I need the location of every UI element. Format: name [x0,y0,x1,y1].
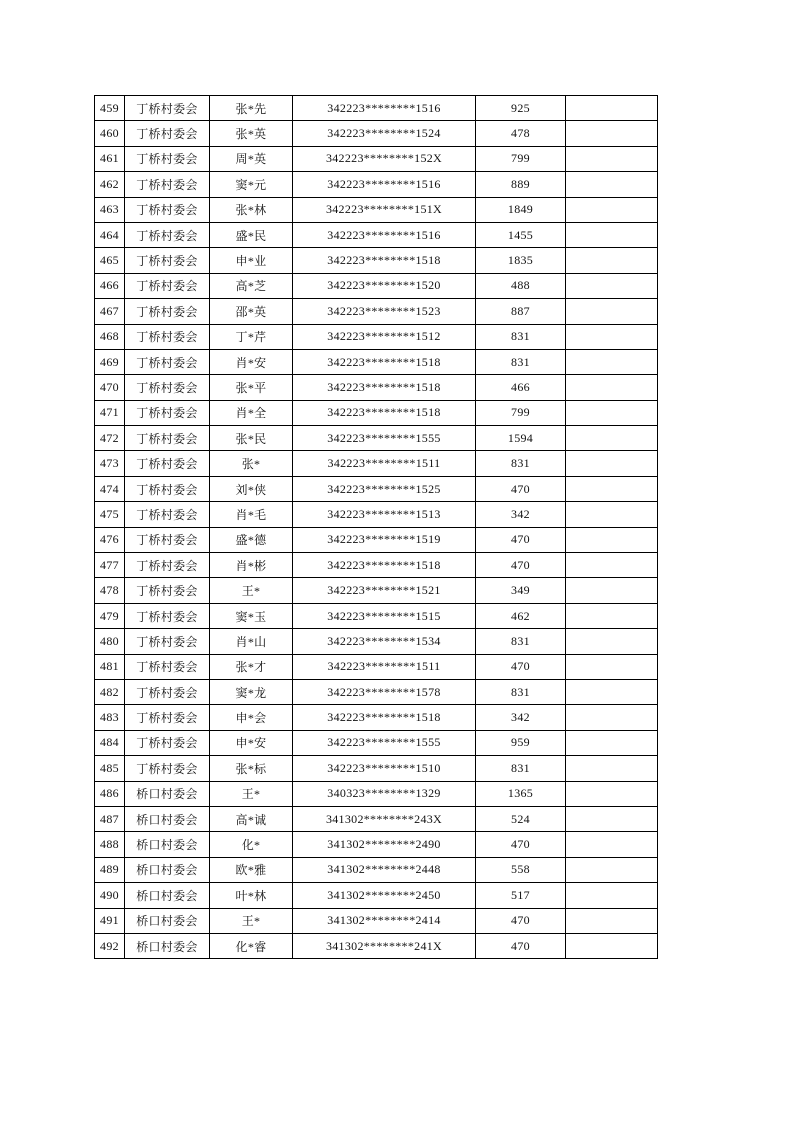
village-committee-cell: 丁桥村委会 [125,146,210,171]
row-index-cell: 471 [95,400,125,425]
amount-cell: 1455 [476,222,566,247]
row-index-cell: 460 [95,121,125,146]
amount-cell: 831 [476,629,566,654]
row-index-cell: 475 [95,502,125,527]
person-name-cell: 窦*元 [210,172,293,197]
id-number-cell: 341302********243X [293,806,476,831]
person-name-cell: 周*英 [210,146,293,171]
table-row [95,705,658,730]
person-name-cell: 刘*侠 [210,476,293,501]
village-committee-cell: 丁桥村委会 [125,679,210,704]
village-committee-cell: 丁桥村委会 [125,426,210,451]
amount-cell: 799 [476,400,566,425]
amount-cell: 524 [476,806,566,831]
village-committee-cell: 丁桥村委会 [125,121,210,146]
id-number-cell: 342223********1512 [293,324,476,349]
records-tbody [95,96,658,959]
remark-cell [566,553,658,578]
id-number-cell: 342223********1518 [293,553,476,578]
person-name-cell: 化*睿 [210,933,293,958]
table-row [95,146,658,171]
row-index-cell: 478 [95,578,125,603]
id-number-cell: 341302********241X [293,933,476,958]
person-name-cell: 欧*雅 [210,857,293,882]
amount-cell: 349 [476,578,566,603]
village-committee-cell: 桥口村委会 [125,908,210,933]
village-committee-cell: 丁桥村委会 [125,299,210,324]
id-number-cell: 341302********2414 [293,908,476,933]
person-name-cell: 申*安 [210,730,293,755]
id-number-cell: 342223********1555 [293,426,476,451]
table-row [95,121,658,146]
amount-cell: 925 [476,96,566,121]
remark-cell [566,375,658,400]
amount-cell: 1835 [476,248,566,273]
person-name-cell: 窦*龙 [210,679,293,704]
id-number-cell: 342223********1519 [293,527,476,552]
amount-cell: 342 [476,705,566,730]
id-number-cell: 342223********151X [293,197,476,222]
id-number-cell: 342223********1513 [293,502,476,527]
village-committee-cell: 丁桥村委会 [125,375,210,400]
id-number-cell: 342223********152X [293,146,476,171]
row-index-cell: 483 [95,705,125,730]
remark-cell [566,756,658,781]
village-committee-cell: 丁桥村委会 [125,273,210,298]
amount-cell: 470 [476,654,566,679]
id-number-cell: 342223********1525 [293,476,476,501]
id-number-cell: 342223********1518 [293,705,476,730]
beneficiary-table [94,95,658,959]
village-committee-cell: 丁桥村委会 [125,527,210,552]
village-committee-cell: 桥口村委会 [125,832,210,857]
amount-cell: 517 [476,883,566,908]
row-index-cell: 487 [95,806,125,831]
row-index-cell: 464 [95,222,125,247]
id-number-cell: 342223********1523 [293,299,476,324]
person-name-cell: 申*业 [210,248,293,273]
remark-cell [566,502,658,527]
amount-cell: 831 [476,679,566,704]
amount-cell: 831 [476,756,566,781]
remark-cell [566,299,658,324]
table-row [95,476,658,501]
person-name-cell: 张*标 [210,756,293,781]
village-committee-cell: 丁桥村委会 [125,629,210,654]
id-number-cell: 342223********1516 [293,96,476,121]
person-name-cell: 张*林 [210,197,293,222]
row-index-cell: 462 [95,172,125,197]
row-index-cell: 472 [95,426,125,451]
remark-cell [566,222,658,247]
row-index-cell: 468 [95,324,125,349]
remark-cell [566,121,658,146]
row-index-cell: 459 [95,96,125,121]
village-committee-cell: 桥口村委会 [125,857,210,882]
village-committee-cell: 丁桥村委会 [125,705,210,730]
remark-cell [566,400,658,425]
remark-cell [566,933,658,958]
remark-cell [566,629,658,654]
row-index-cell: 477 [95,553,125,578]
id-number-cell: 342223********1515 [293,603,476,628]
remark-cell [566,527,658,552]
amount-cell: 831 [476,451,566,476]
id-number-cell: 342223********1518 [293,400,476,425]
remark-cell [566,679,658,704]
table-row [95,553,658,578]
row-index-cell: 481 [95,654,125,679]
row-index-cell: 489 [95,857,125,882]
table-row [95,324,658,349]
remark-cell [566,857,658,882]
amount-cell: 1594 [476,426,566,451]
table-row [95,756,658,781]
amount-cell: 889 [476,172,566,197]
table-row [95,629,658,654]
amount-cell: 470 [476,933,566,958]
remark-cell [566,96,658,121]
person-name-cell: 王* [210,908,293,933]
village-committee-cell: 丁桥村委会 [125,451,210,476]
amount-cell: 799 [476,146,566,171]
row-index-cell: 466 [95,273,125,298]
person-name-cell: 窦*玉 [210,603,293,628]
row-index-cell: 473 [95,451,125,476]
row-index-cell: 485 [95,756,125,781]
row-index-cell: 479 [95,603,125,628]
table-row [95,883,658,908]
table-row [95,527,658,552]
row-index-cell: 469 [95,349,125,374]
row-index-cell: 482 [95,679,125,704]
id-number-cell: 342223********1524 [293,121,476,146]
person-name-cell: 肖*山 [210,629,293,654]
remark-cell [566,172,658,197]
amount-cell: 462 [476,603,566,628]
amount-cell: 466 [476,375,566,400]
remark-cell [566,603,658,628]
row-index-cell: 465 [95,248,125,273]
amount-cell: 488 [476,273,566,298]
remark-cell [566,197,658,222]
table-row [95,730,658,755]
table-row [95,273,658,298]
village-committee-cell: 桥口村委会 [125,781,210,806]
table-row [95,654,658,679]
table-row [95,426,658,451]
person-name-cell: 肖*安 [210,349,293,374]
remark-cell [566,426,658,451]
remark-cell [566,908,658,933]
amount-cell: 470 [476,476,566,501]
remark-cell [566,654,658,679]
id-number-cell: 340323********1329 [293,781,476,806]
table-row [95,172,658,197]
id-number-cell: 342223********1520 [293,273,476,298]
person-name-cell: 申*会 [210,705,293,730]
id-number-cell: 342223********1511 [293,451,476,476]
row-index-cell: 463 [95,197,125,222]
table-row [95,857,658,882]
table-row [95,679,658,704]
person-name-cell: 盛*民 [210,222,293,247]
remark-cell [566,324,658,349]
id-number-cell: 342223********1511 [293,654,476,679]
village-committee-cell: 桥口村委会 [125,883,210,908]
remark-cell [566,578,658,603]
person-name-cell: 丁*芹 [210,324,293,349]
row-index-cell: 476 [95,527,125,552]
village-committee-cell: 丁桥村委会 [125,197,210,222]
amount-cell: 470 [476,527,566,552]
table-row [95,806,658,831]
remark-cell [566,730,658,755]
remark-cell [566,883,658,908]
person-name-cell: 王* [210,578,293,603]
person-name-cell: 肖*毛 [210,502,293,527]
table-row [95,451,658,476]
amount-cell: 959 [476,730,566,755]
remark-cell [566,146,658,171]
row-index-cell: 486 [95,781,125,806]
amount-cell: 470 [476,553,566,578]
table-row [95,96,658,121]
remark-cell [566,705,658,730]
village-committee-cell: 丁桥村委会 [125,222,210,247]
village-committee-cell: 丁桥村委会 [125,96,210,121]
amount-cell: 887 [476,299,566,324]
id-number-cell: 341302********2448 [293,857,476,882]
remark-cell [566,349,658,374]
person-name-cell: 高*诚 [210,806,293,831]
table-row [95,400,658,425]
village-committee-cell: 桥口村委会 [125,933,210,958]
village-committee-cell: 丁桥村委会 [125,654,210,679]
person-name-cell: 肖*全 [210,400,293,425]
amount-cell: 558 [476,857,566,882]
amount-cell: 342 [476,502,566,527]
person-name-cell: 盛*德 [210,527,293,552]
village-committee-cell: 丁桥村委会 [125,603,210,628]
village-committee-cell: 丁桥村委会 [125,730,210,755]
person-name-cell: 邵*英 [210,299,293,324]
amount-cell: 1849 [476,197,566,222]
row-index-cell: 492 [95,933,125,958]
id-number-cell: 342223********1555 [293,730,476,755]
id-number-cell: 342223********1578 [293,679,476,704]
person-name-cell: 张*才 [210,654,293,679]
table-row [95,908,658,933]
village-committee-cell: 丁桥村委会 [125,324,210,349]
amount-cell: 470 [476,908,566,933]
village-committee-cell: 丁桥村委会 [125,349,210,374]
id-number-cell: 342223********1510 [293,756,476,781]
person-name-cell: 叶*林 [210,883,293,908]
table-row [95,832,658,857]
table-row [95,578,658,603]
village-committee-cell: 丁桥村委会 [125,578,210,603]
remark-cell [566,476,658,501]
village-committee-cell: 丁桥村委会 [125,476,210,501]
person-name-cell: 高*芝 [210,273,293,298]
remark-cell [566,832,658,857]
table-row [95,603,658,628]
row-index-cell: 488 [95,832,125,857]
amount-cell: 831 [476,324,566,349]
table-row [95,197,658,222]
remark-cell [566,451,658,476]
id-number-cell: 341302********2490 [293,832,476,857]
row-index-cell: 480 [95,629,125,654]
id-number-cell: 342223********1534 [293,629,476,654]
row-index-cell: 470 [95,375,125,400]
person-name-cell: 张* [210,451,293,476]
table-row [95,933,658,958]
row-index-cell: 484 [95,730,125,755]
table-row [95,375,658,400]
row-index-cell: 474 [95,476,125,501]
table-row [95,222,658,247]
table-row [95,299,658,324]
person-name-cell: 肖*彬 [210,553,293,578]
remark-cell [566,806,658,831]
table-row [95,248,658,273]
row-index-cell: 461 [95,146,125,171]
table-row [95,781,658,806]
person-name-cell: 化* [210,832,293,857]
id-number-cell: 342223********1518 [293,349,476,374]
remark-cell [566,273,658,298]
person-name-cell: 张*民 [210,426,293,451]
person-name-cell: 张*平 [210,375,293,400]
id-number-cell: 342223********1518 [293,375,476,400]
village-committee-cell: 丁桥村委会 [125,553,210,578]
row-index-cell: 491 [95,908,125,933]
person-name-cell: 张*英 [210,121,293,146]
person-name-cell: 张*先 [210,96,293,121]
id-number-cell: 341302********2450 [293,883,476,908]
village-committee-cell: 丁桥村委会 [125,400,210,425]
id-number-cell: 342223********1516 [293,222,476,247]
village-committee-cell: 丁桥村委会 [125,756,210,781]
remark-cell [566,248,658,273]
row-index-cell: 490 [95,883,125,908]
amount-cell: 831 [476,349,566,374]
remark-cell [566,781,658,806]
id-number-cell: 342223********1516 [293,172,476,197]
amount-cell: 1365 [476,781,566,806]
village-committee-cell: 丁桥村委会 [125,172,210,197]
village-committee-cell: 丁桥村委会 [125,502,210,527]
person-name-cell: 王* [210,781,293,806]
village-committee-cell: 丁桥村委会 [125,248,210,273]
table-row [95,502,658,527]
table-row [95,349,658,374]
id-number-cell: 342223********1521 [293,578,476,603]
amount-cell: 478 [476,121,566,146]
village-committee-cell: 桥口村委会 [125,806,210,831]
amount-cell: 470 [476,832,566,857]
id-number-cell: 342223********1518 [293,248,476,273]
row-index-cell: 467 [95,299,125,324]
